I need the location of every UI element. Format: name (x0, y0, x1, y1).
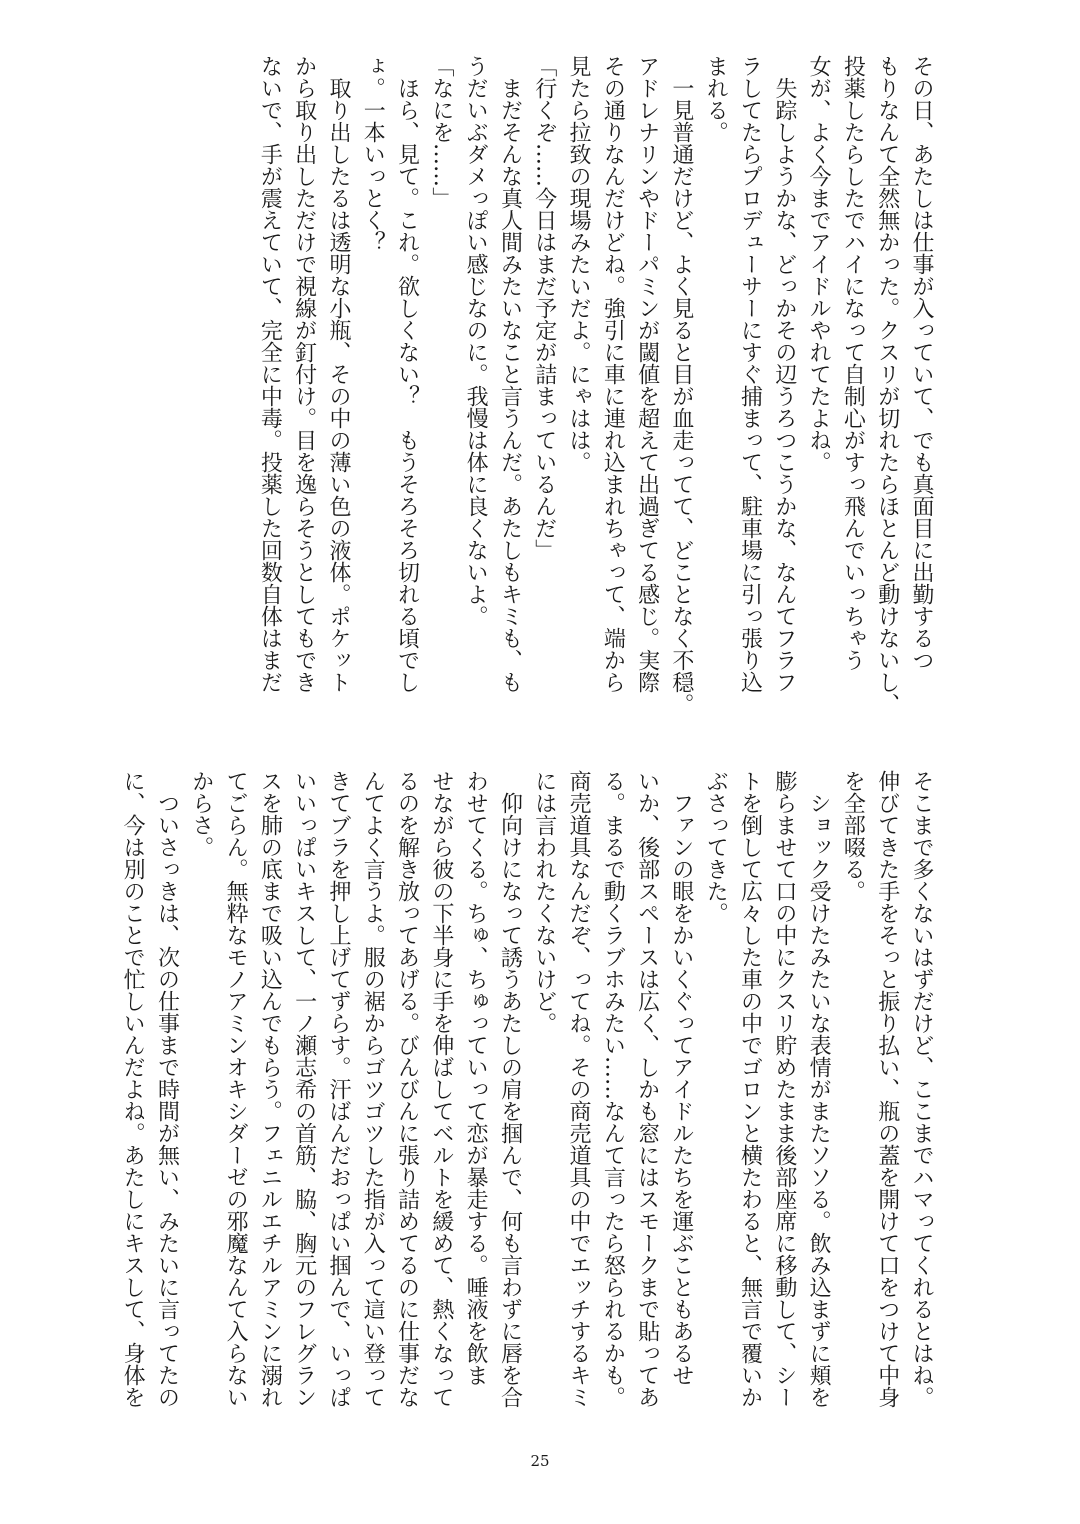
text-line: 投薬したらしたでハイになって自制心がすっ飛んでいっちゃう (840, 55, 866, 671)
text-line: から取り出しただけで視線が釘付け。目を逸らそうとしてもでき (291, 55, 317, 693)
text-line: わせてくる。ちゅ、ちゅっていって恋が暴走する。唾液を飲ま (463, 770, 489, 1386)
text-line: ファンの眼をかいくぐってアイドルたちを運ぶこともあるせ (668, 770, 694, 1386)
text-line: には言われたくないけど。 (531, 770, 557, 1034)
text-line: きてブラを押し上げてずらす。汗ばんだおっぱい掴んで、いっぱ (325, 770, 351, 1408)
text-line: 見たら拉致の現場みたいだよ。にゃはは。 (566, 55, 592, 473)
text-line: んてよく言うよ。服の裾からゴツゴツした指が入って這い登って (360, 770, 386, 1408)
text-line: うだいぶダメっぽい感じなのに。我慢は体に良くないよ。 (463, 55, 489, 627)
text-line: 一見普通だけど、よく見ると目が血走ってて、どことなく不穏。 (668, 55, 694, 715)
text-line: スを肺の底まで吸い込んでもらう。フェニルエチルアミンに溺れ (257, 770, 283, 1408)
text-line: ないで、手が震えていて、完全に中毒。投薬した回数自体はまだ (257, 55, 283, 693)
text-line: てごらん。無粋なモノアミンオキシダーゼの邪魔なんて入らない (223, 770, 249, 1408)
page-number: 25 (530, 1452, 550, 1470)
text-line: に、今は別のことで忙しいんだよね。あたしにキスして、身体を (120, 770, 146, 1408)
text-line: 「行くぞ……今日はまだ予定が詰まっているんだ」 (531, 55, 557, 561)
lower-text-block (113, 770, 938, 1440)
text-line: る。まるで動くラブホみたい……なんて言ったら怒られるかも。 (600, 770, 626, 1408)
text-line: アドレナリンやドーパミンが閾値を超えて出過ぎてる感じ。実際 (634, 55, 660, 693)
text-line: るのを解き放ってあげる。びんびんに張り詰めてるのに仕事だな (394, 770, 420, 1408)
text-line: その通りなんだけどね。強引に車に連れ込まれちゃって、端から (600, 55, 626, 693)
text-line: ラしてたらプロデューサーにすぐ捕まって、駐車場に引っ張り込 (737, 55, 763, 693)
text-line: を全部啜る。 (840, 770, 866, 902)
text-line: 伸びてきた手をそっと振り払い、瓶の蓋を開けて口をつけて中身 (874, 770, 900, 1408)
text-line: いか、後部スペースは広く、しかも窓にはスモークまで貼ってあ (634, 770, 660, 1408)
text-line: からさ。 (188, 770, 214, 858)
text-line: その日、あたしは仕事が入っていて、でも真面目に出勤するつ (909, 55, 934, 671)
text-line: ほら、見て。これ。欲しくない？ もうそろそろ切れる頃でし (394, 55, 420, 693)
text-line: まれる。 (703, 55, 729, 143)
text-line: 女が、よく今までアイドルやれてたよね。 (806, 55, 832, 473)
text-line: まだそんな真人間みたいなこと言うんだ。あたしもキミも、も (497, 55, 523, 693)
text-line: せながら彼の下半身に手を伸ばしてベルトを緩めて、熱くなって (428, 770, 454, 1408)
text-line: ショック受けたみたいな表情がまたソソる。飲み込まずに頬を (806, 770, 832, 1408)
text-line: ぶさってきた。 (703, 770, 729, 924)
text-line: いいっぱいキスして、一ノ瀬志希の首筋、脇、胸元のフレグラン (291, 770, 317, 1408)
text-line: そこまで多くないはずだけど、ここまでハマってくれるとはね。 (909, 770, 934, 1408)
text-line: 商売道具なんだぞ、ってね。その商売道具の中でエッチするキミ (566, 770, 592, 1408)
text-line: 失踪しようかな、どっかその辺うろつこうかな、なんてフラフ (771, 55, 797, 693)
text-line: 「なにを……」 (428, 55, 454, 209)
text-line: もりなんて全然無かった。クスリが切れたらほとんど動けないし、 (874, 55, 900, 715)
text-line: 仰向けになって誘うあたしの肩を掴んで、何も言わずに唇を合 (497, 770, 523, 1408)
upper-text-block (113, 55, 938, 725)
text-line: ょ。一本いっとく？ (360, 55, 386, 253)
text-line: 膨らませて口の中にクスリ貯めたまま後部座席に移動して、シー (771, 770, 797, 1408)
text-line: 取り出したるは透明な小瓶、その中の薄い色の液体。ポケット (325, 55, 351, 693)
text-line: トを倒して広々した車の中でゴロンと横たわると、無言で覆いか (737, 770, 763, 1408)
text-line: ついさっきは、次の仕事まで時間が無い、みたいに言ってたの (154, 770, 180, 1408)
